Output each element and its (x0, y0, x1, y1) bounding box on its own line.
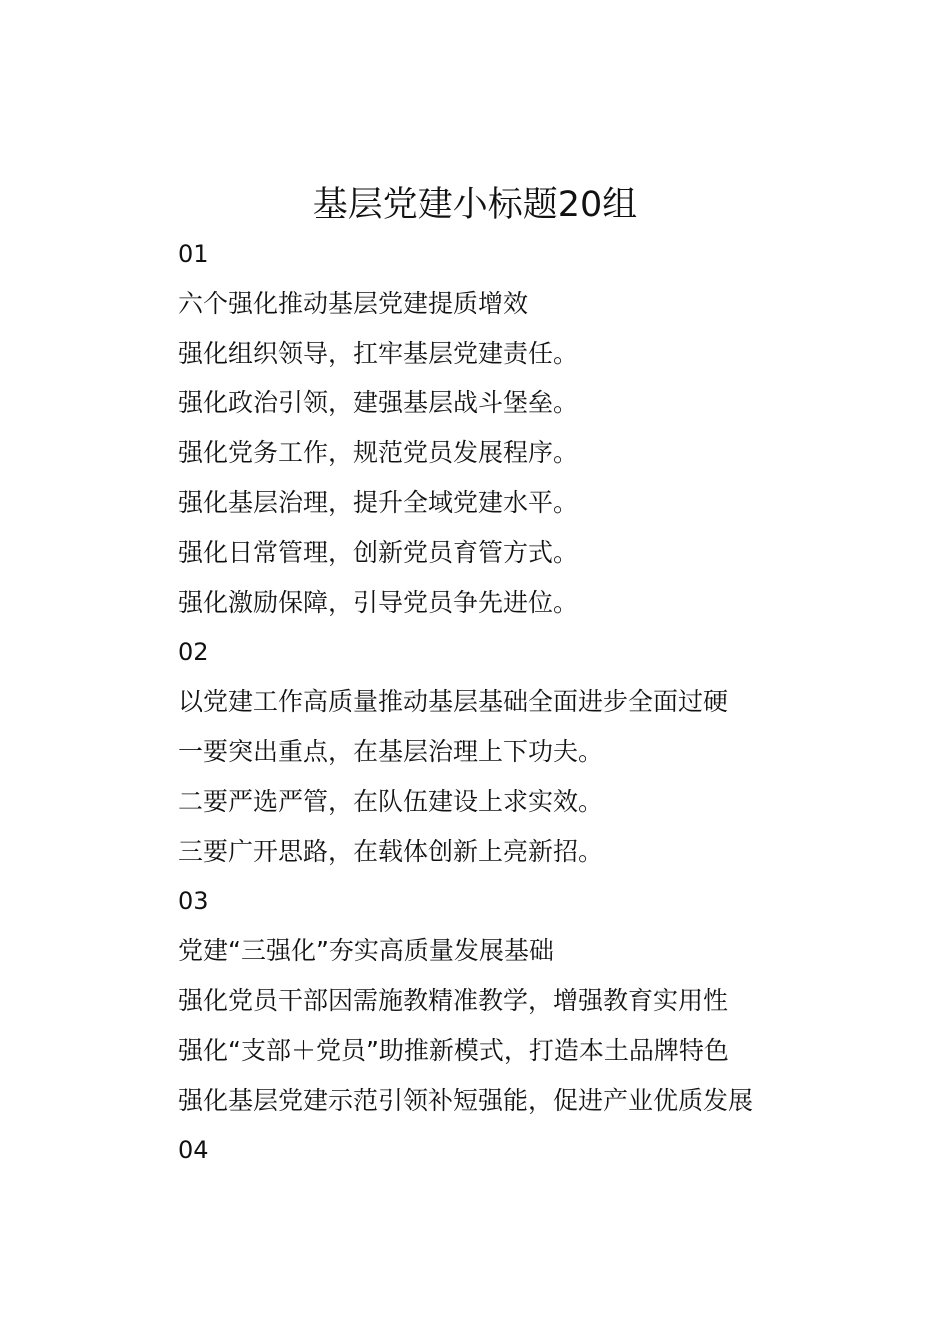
body-line: 二要严选严管，在队伍建设上求实效。 (178, 786, 604, 816)
body-line: 一要突出重点，在基层治理上下功夫。 (178, 736, 604, 766)
document-title: 基层党建小标题20组 (312, 185, 638, 225)
body-line: 强化党务工作，规范党员发展程序。 (178, 438, 579, 468)
section-number: 01 (178, 240, 209, 268)
section-heading: 以党建工作高质量推动基层基础全面进步全面过硬 (178, 687, 729, 717)
section-number: 02 (178, 638, 209, 667)
body-line: 强化激励保障，引导党员争先进位。 (178, 587, 579, 617)
section-number: 04 (178, 1136, 209, 1165)
body-line: 强化政治引领，建强基层战斗堡垒。 (178, 388, 579, 418)
section-heading: 六个强化推动基层党建提质增效 (178, 288, 529, 318)
section-number: 03 (178, 887, 209, 916)
body-line: 强化日常管理，创新党员育管方式。 (178, 537, 579, 567)
body-line: 强化党员干部因需施教精准教学，增强教育实用性 (178, 985, 729, 1015)
document-body (178, 232, 918, 1178)
section-heading: 党建“三强化”夯实高质量发展基础 (178, 936, 554, 966)
body-line: 强化组织领导，扛牢基层党建责任。 (178, 338, 579, 368)
body-line: 强化“支部＋党员”助推新模式，打造本土品牌特色 (178, 1035, 729, 1065)
body-line: 强化基层治理，提升全域党建水平。 (178, 487, 579, 517)
body-line: 强化基层党建示范引领补短强能，促进产业优质发展 (178, 1085, 754, 1115)
body-line: 三要广开思路，在载体创新上亮新招。 (178, 836, 604, 866)
